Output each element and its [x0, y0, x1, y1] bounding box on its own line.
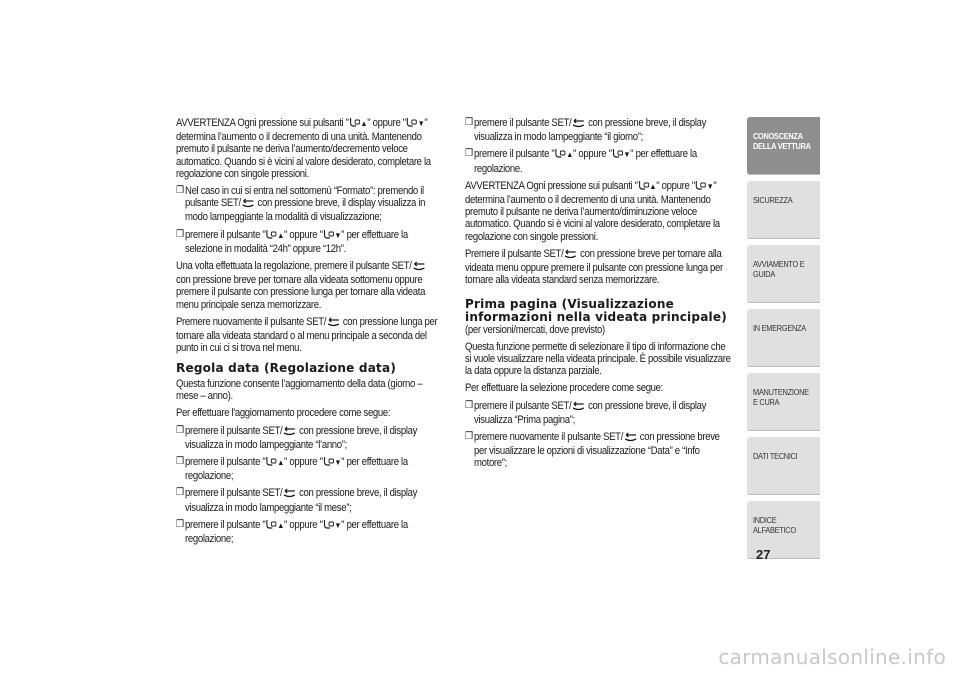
set-return-icon — [571, 118, 585, 131]
tab-manutenzione-e-cura[interactable] — [747, 373, 820, 431]
warning-paragraph: AVVERTENZA Ogni pressione sui pulsanti " ▲" oppure " ▼" determina l’aumento o il decremento di una unità. Mantenendo premuto il pulsante ne deriva l’aumento/diminuzione veloce automatico. Quando si è vicini al valore desiderato, completare la regolazione con singole pressioni. — [465, 179, 720, 243]
list-item: ❒ premere il pulsante " ▲" oppure " ▼" per effettuare la regolazione; — [176, 456, 408, 483]
paragraph: Per effettuare la selezione procedere come segue: — [465, 382, 663, 395]
steering-button-icon — [555, 148, 567, 162]
tab-label: CONOSCENZA DELLA VETTURA — [753, 131, 811, 151]
steering-button-icon — [323, 456, 335, 470]
set-return-icon — [563, 249, 577, 262]
tab-label: AVVIAMENTO E GUIDA — [753, 259, 805, 279]
tab-label: IN EMERGENZA — [753, 323, 806, 333]
list-item: ❒ premere il pulsante SET/ con pressione breve, il display visualizza in modo lampeggiante “il giorno”; — [465, 117, 707, 144]
paragraph: Per effettuare l'aggiornamento procedere come segue: — [176, 407, 391, 420]
set-return-icon — [571, 401, 585, 414]
chapter-tabs — [747, 117, 820, 565]
steering-button-icon — [323, 519, 335, 533]
steering-button-icon — [266, 456, 278, 470]
list-item: ❒ premere il pulsante SET/ con pressione breve, il display visualizza “Prima pagina”; — [465, 399, 707, 426]
list-item: ❒ premere nuovamente il pulsante SET/ con pressione breve per visualizzare le opzioni di visualizzazione “Data” e “Info motore”; — [465, 431, 720, 470]
warning-paragraph: AVVERTENZA Ogni pressione sui pulsanti " ▲" oppure " ▼" determina l’aumento o il decremento di una unità. Mantenendo premuto il pulsante ne deriva l’aumento/decremento veloce automatico. Quando si è vicini al valore desiderato, completare la regolazione con singole pressioni. — [176, 117, 431, 180]
paragraph: Premere il pulsante SET/ con pressione breve per tornare alla videata menu oppure premere il pulsante con pressione lunga per tornare alla videata standard senza memorizzare. — [465, 247, 723, 287]
set-return-icon — [326, 317, 340, 330]
set-return-icon — [282, 426, 296, 439]
steering-button-icon — [612, 148, 624, 162]
right-column — [465, 117, 732, 475]
watermark: carmanualsonline.info — [718, 645, 946, 669]
tab-sicurezza[interactable] — [747, 181, 820, 239]
steering-button-icon — [695, 180, 707, 194]
set-return-icon — [623, 432, 637, 445]
list-item: ❒ premere il pulsante SET/ con pressione breve, il display visualizza in modo lampeggiante “il mese”; — [176, 487, 418, 514]
list-item: ❒ premere il pulsante SET/ con pressione breve, il display visualizza in modo lampeggiante “l’anno”; — [176, 424, 418, 451]
section-heading: Regola data (Regolazione data) — [176, 360, 397, 376]
list-item: ❒ premere il pulsante " ▲" oppure " ▼" per effettuare la regolazione; — [176, 518, 408, 546]
tab-in-emergenza[interactable] — [747, 309, 820, 367]
tab-label: INDICE ALFABETICO — [753, 515, 796, 535]
set-return-icon — [282, 488, 296, 501]
section-heading: Prima pagina (Visualizzazione informazioni nella videata principale) — [465, 296, 727, 325]
steering-button-icon — [266, 519, 278, 533]
paragraph: (per versioni/mercati, dove previsto) — [465, 323, 605, 336]
paragraph: Questa funzione permette di selezionare il tipo di informazione che si vuole visualizzare nella videata principale. È possibile visualizzare la data oppure la distanza parziale. — [465, 340, 731, 378]
left-column — [176, 117, 442, 550]
paragraph: Premere nuovamente il pulsante SET/ con pressione lunga per tornare alla videata standard o al menu principale a seconda del punto in cui ci si trova nel menu. — [176, 315, 438, 355]
list-item: ❒ premere il pulsante " ▲" oppure " ▼" per effettuare la selezione in modalità “24h” oppure “12h”. — [176, 228, 408, 255]
tab-conoscenza-della-vettura[interactable] — [747, 117, 820, 175]
tab-avviamento-e-guida[interactable] — [747, 245, 820, 303]
steering-button-icon — [406, 117, 418, 131]
list-item: ❒ Nel caso in cui si entra nel sottomenù “Formato”: premendo il pulsante SET/ con pressione breve, il display visualizza in modo lampeggiante la modalità di visualizzazione; — [176, 185, 426, 224]
tab-label: MANUTENZIONE E CURA — [753, 387, 809, 407]
set-return-icon — [241, 198, 255, 211]
steering-button-icon — [323, 229, 335, 243]
list-item: ❒ premere il pulsante " ▲" oppure " ▼" per effettuare la regolazione. — [465, 148, 697, 175]
tab-dati-tecnici[interactable] — [747, 437, 820, 495]
set-return-icon — [412, 261, 426, 274]
steering-button-icon — [266, 229, 278, 243]
paragraph: Una volta effettuata la regolazione, premere il pulsante SET/ con pressione breve per tornare alla videata sottomenu oppure premere il pulsante con pressione lunga per tornare alla videata menu principale senza memorizzare. — [176, 260, 426, 311]
tab-label: SICUREZZA — [753, 195, 793, 205]
steering-button-icon — [349, 117, 361, 131]
paragraph: Questa funzione consente l’aggiornamento della data (giorno – mese – anno). — [176, 378, 423, 403]
tab-label: DATI TECNICI — [753, 451, 798, 461]
page-number: 27 — [756, 547, 771, 562]
steering-button-icon — [638, 180, 650, 194]
